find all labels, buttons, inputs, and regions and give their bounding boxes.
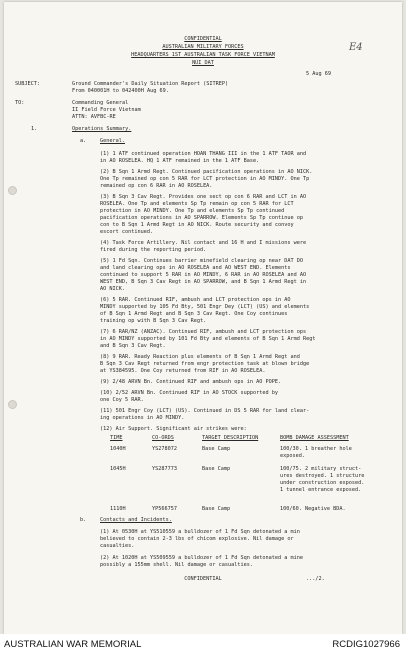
para-line: (2) At 1020H at YS509559 a bulldozer of 1 Fd Sqn detonated a mine: [100, 555, 304, 561]
para-line: one Coy 5 RAR.: [100, 397, 144, 403]
para-line: pacification operations in AO SPARROW. Elements Sp Tp continue op: [100, 215, 304, 221]
classification-bottom: CONFIDENTIAL: [184, 576, 222, 582]
para-line: (9) 2/48 ARVN Bn. Continued RIF and ambush ops in AO POPE.: [100, 379, 282, 385]
header-line-1: AUSTRALIAN MILITARY FORCES: [162, 44, 244, 50]
table-cell: 1 tunnel entrance exposed.: [280, 487, 362, 493]
para-line: B Sqn 3 Cav Regt returned from engr protection task at blown bridge: [100, 361, 310, 367]
table-cell: under construction exposed.: [280, 480, 365, 486]
para-line: (2) B Sqn 1 Armd Regt. Continued pacification operations in AO NICK.: [100, 169, 313, 175]
para-line: WEST END, B Sqn 3 Cav Regt in AO SPARROW, and B Sqn 1 Armd Regt in: [100, 279, 307, 285]
document-date: 5 Aug 69: [306, 71, 331, 77]
para-line: (1) At 0530H at YS510559 a bulldozer of 1 Fd Sqn detonated a min: [100, 529, 300, 535]
para-line: (6) 5 RAR. Continued RIF, ambush and LCT protection ops in AO: [100, 297, 291, 303]
table-cell: ures destroyed. 1 structure: [280, 473, 365, 479]
para-line: casualties.: [100, 543, 135, 549]
to-label: TO:: [15, 100, 25, 106]
para-line: con to B Sqn 1 Armd Regt in AO NICK. Route security and convoy: [100, 222, 294, 228]
para-line: in AO ROSELEA. HQ 1 ATF remained in the 1 ATF Base.: [100, 158, 260, 164]
table-cell: 1045H: [110, 466, 126, 472]
para-line: One Tp remained op con 5 RAR for LCT protection in AO MINDY. One Tp: [100, 176, 310, 182]
sub-a-letter: a.: [80, 138, 87, 144]
para-line: (4) Task Force Artillery. Nil contact and 16 H and I missions were: [100, 240, 307, 246]
para-line: ROSELEA. One Tp and elements Sp Tp remain op con 5 RAR for LCT: [100, 201, 294, 207]
handwritten-mark: E4: [349, 42, 363, 53]
table-header: BOMB DAMAGE ASSESSMENT: [280, 435, 349, 441]
para-line: and land clearing ops in AO ROSELEA and AO WEST END. Elements: [100, 265, 291, 271]
to-line-2: II Field Force Vietnam: [72, 107, 141, 113]
para-line: ing operations in AO MINDY.: [100, 415, 185, 421]
para-line: (10) 2/52 ARVN Bn. Continued RIF in AO STOCK supported by: [100, 390, 279, 396]
table-header: TIME: [110, 435, 123, 441]
sub-a-title: General.: [100, 138, 125, 144]
para-line: of B Sqn 1 Armd Regt and B Sqn 3 Cav Regt. One Coy continues: [100, 311, 288, 317]
table-cell: Base Camp: [202, 466, 231, 472]
section-number: 1.: [31, 126, 38, 132]
para-line: (1) 1 ATF continued operation HOAN THANG III in the 1 ATF TAOR and: [100, 151, 307, 157]
para-line: (3) B Sqn 3 Cav Regt. Provides one sect op con 6 RAR and LCT in AO: [100, 194, 307, 200]
sub-b-letter: b.: [80, 517, 87, 523]
archive-name: AUSTRALIAN WAR MEMORIAL: [4, 639, 142, 650]
table-cell: 100/60. Negative BDA.: [280, 506, 346, 512]
para-line: protection in AO MINDY. One Tp and elements Sp Tp continued: [100, 208, 285, 214]
para-line: possibly a 155mm shell. Nil damage or casualties.: [100, 562, 254, 568]
subject-line-2: From 040001H to 042400H Aug 69.: [72, 88, 169, 94]
table-cell: exposed.: [280, 453, 305, 459]
para-line: escort continued.: [100, 229, 154, 235]
table-cell: 1110H: [110, 506, 126, 512]
para-line: (11) 501 Engr Coy (LCT) (US). Continued in DS 5 RAR for land clear-: [100, 408, 310, 414]
para-line: training op with B Sqn 3 Cav Regt.: [100, 318, 207, 324]
table-cell: 100/75. 2 military struct-: [280, 466, 362, 472]
header-line-2: HEADQUARTERS 1ST AUSTRALIAN TASK FORCE VIETNAM: [131, 52, 275, 58]
punch-hole: [8, 186, 17, 195]
subject-label: SUBJECT:: [15, 81, 40, 87]
table-cell: YS287773: [152, 466, 177, 472]
section-title: Operations Summary.: [72, 126, 132, 132]
table-header: CO-ORDS: [152, 435, 174, 441]
sub-b-title: Contacts and Incidents.: [100, 517, 172, 523]
para-line: remained op con 6 RAR in AO ROSELEA.: [100, 183, 213, 189]
archive-footer: [0, 634, 406, 654]
table-cell: Base Camp: [202, 446, 231, 452]
to-line-1: Commanding General: [72, 100, 129, 106]
para-line: (12) Air Support. Significant air strikes were:: [100, 426, 247, 432]
header-unit: NUI DAT: [192, 60, 214, 66]
page-continuation: .../2.: [306, 576, 325, 582]
para-line: (8) 9 RAR. Ready Reaction plus elements of B Sqn 1 Armd Regt and: [100, 354, 300, 360]
table-cell: Base Camp: [202, 506, 231, 512]
subject-line-1: Ground Commander's Daily Situation Report (SITREP): [72, 81, 229, 87]
para-line: (7) 6 RAR/NZ (ANZAC). Continued RIF, ambush and LCT protection ops: [100, 329, 307, 335]
classification-top: CONFIDENTIAL: [184, 36, 222, 42]
to-line-3: ATTN: AVFBC-RE: [72, 114, 116, 120]
table-cell: 100/30. 1 breather hole: [280, 446, 352, 452]
para-line: AO NICK.: [100, 286, 125, 292]
para-line: and B Sqn 3 Cav Regt.: [100, 343, 166, 349]
table-cell: YS278072: [152, 446, 177, 452]
para-line: in AO MINDY supported by 101 Fd Bty and elements of B Sqn 1 Armd Regt: [100, 336, 316, 342]
para-line: at YS384595. One Coy returned from RIF in AO ROSELEA.: [100, 368, 266, 374]
table-cell: YP566757: [152, 506, 177, 512]
archive-reference: RCDIG1027966: [332, 639, 400, 650]
table-cell: 1040H: [110, 446, 126, 452]
table-header: TARGET DESCRIPTION: [202, 435, 259, 441]
document-page: [4, 2, 402, 634]
para-line: believed to contain 2-3 lbs of chicom explosive. Nil damage or: [100, 536, 294, 542]
para-line: (5) 1 Fd Sqn. Continues barrier minefield clearing op near DAT DO: [100, 258, 304, 264]
punch-hole: [8, 400, 17, 409]
para-line: MINDY supported by 105 Fd Bty, 501 Engr Dey (LCT) (US) and elements: [100, 304, 310, 310]
para-line: fired during the reporting period.: [100, 247, 207, 253]
para-line: continued to support 5 RAR in AO MINDY, 6 RAR in AO ROSELEA and AO: [100, 272, 307, 278]
